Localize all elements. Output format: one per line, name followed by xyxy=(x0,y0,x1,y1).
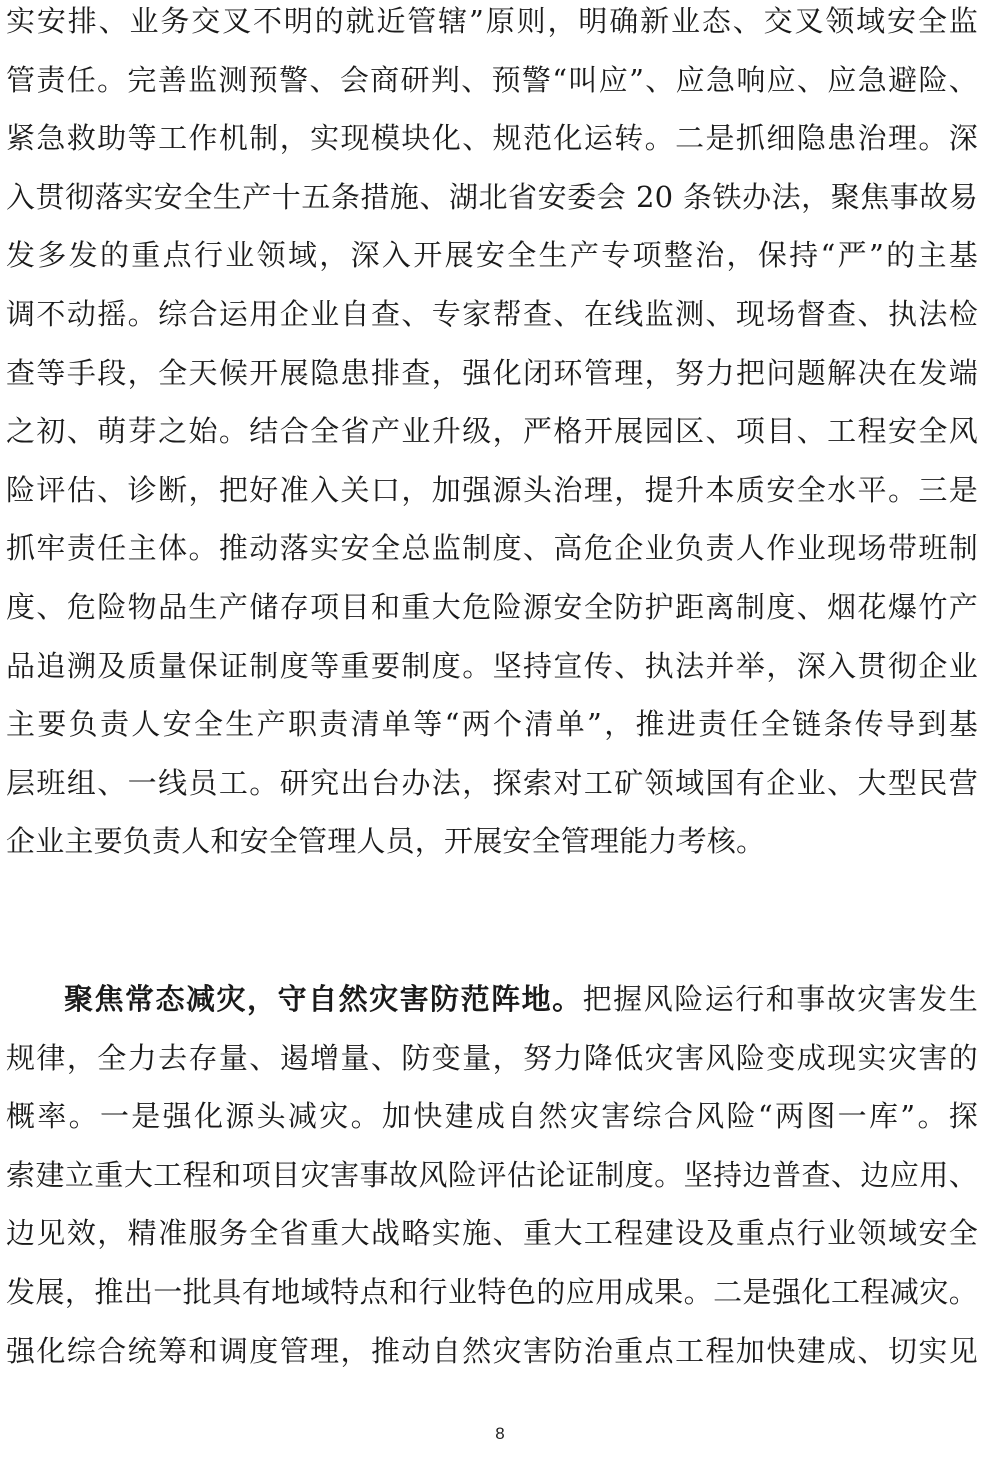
paragraph-line: 主要负责人安全生产职责清单等“两个清单”，推进责任全链条传导到基 xyxy=(6,707,978,742)
paragraph-line: 强化综合统筹和调度管理，推动自然灾害防治重点工程加快建成、切实见 xyxy=(6,1333,978,1368)
paragraph-line: 发多发的重点行业领域，深入开展安全生产专项整治，保持“严”的主基 xyxy=(6,238,978,273)
paragraph-line: 实安排、业务交叉不明的就近管辖”原则，明确新业态、交叉领域安全监 xyxy=(6,4,978,38)
paragraph-line: 概率。一是强化源头减灾。加快建成自然灾害综合风险“两图一库”。探 xyxy=(6,1099,978,1134)
paragraph-line: 发展，推出一批具有地域特点和行业特色的应用成果。二是强化工程减灾。 xyxy=(6,1274,978,1309)
paragraph-line: 查等手段，全天候开展隐患排查，强化闭环管理，努力把问题解决在发端 xyxy=(6,355,978,390)
paragraph-line: 险评估、诊断，把好准入关口，加强源头治理，提升本质安全水平。三是 xyxy=(6,472,978,507)
paragraph-line: 规律，全力去存量、遏增量、防变量，努力降低灾害风险变成现实灾害的 xyxy=(6,1040,978,1075)
paragraph-line: 调不动摇。综合运用企业自查、专家帮查、在线监测、现场督查、执法检 xyxy=(6,296,978,331)
page-number: 8 xyxy=(495,1424,505,1443)
paragraph-line: 索建立重大工程和项目灾害事故风险评估论证制度。坚持边普查、边应用、 xyxy=(6,1157,978,1192)
paragraph-line: 入贯彻落实安全生产十五条措施、湖北省安委会 20 条铁办法，聚焦事故易 xyxy=(6,179,978,214)
paragraph-line: 企业主要负责人和安全管理人员，开展安全管理能力考核。 xyxy=(6,824,766,859)
paragraph-line: 抓牢责任主体。推动落实安全总监制度、高危企业负责人作业现场带班制 xyxy=(6,531,978,566)
paragraph-line: 紧急救助等工作机制，实现模块化、规范化运转。二是抓细隐患治理。深 xyxy=(6,121,978,156)
paragraph-line: 品追溯及质量保证制度等重要制度。坚持宣传、执法并举，深入贯彻企业 xyxy=(6,648,978,683)
paragraph-line: 层班组、一线员工。研究出台办法，探索对工矿领域国有企业、大型民营 xyxy=(6,765,978,800)
paragraph-line: 度、危险物品生产储存项目和重大危险源安全防护距离制度、烟花爆竹产 xyxy=(6,589,978,624)
paragraph-line: 管责任。完善监测预警、会商研判、预警“叫应”、应急响应、应急避险、 xyxy=(6,62,978,97)
paragraph-safety-production xyxy=(6,0,978,871)
paragraph-line: 之初、萌芽之始。结合全省产业升级，严格开展园区、项目、工程安全风 xyxy=(6,414,978,449)
paragraph-line: 边见效，精准服务全省重大战略实施、重大工程建设及重点行业领域安全 xyxy=(6,1216,978,1251)
section-heading: 聚焦常态减灾，守自然灾害防范阵地。 xyxy=(64,982,583,1016)
heading-trailing-text: 把握风险运行和事故灾害发生 xyxy=(582,982,978,1016)
paragraph-first-line xyxy=(6,970,978,1029)
paragraph-disaster-reduction xyxy=(6,970,978,1380)
